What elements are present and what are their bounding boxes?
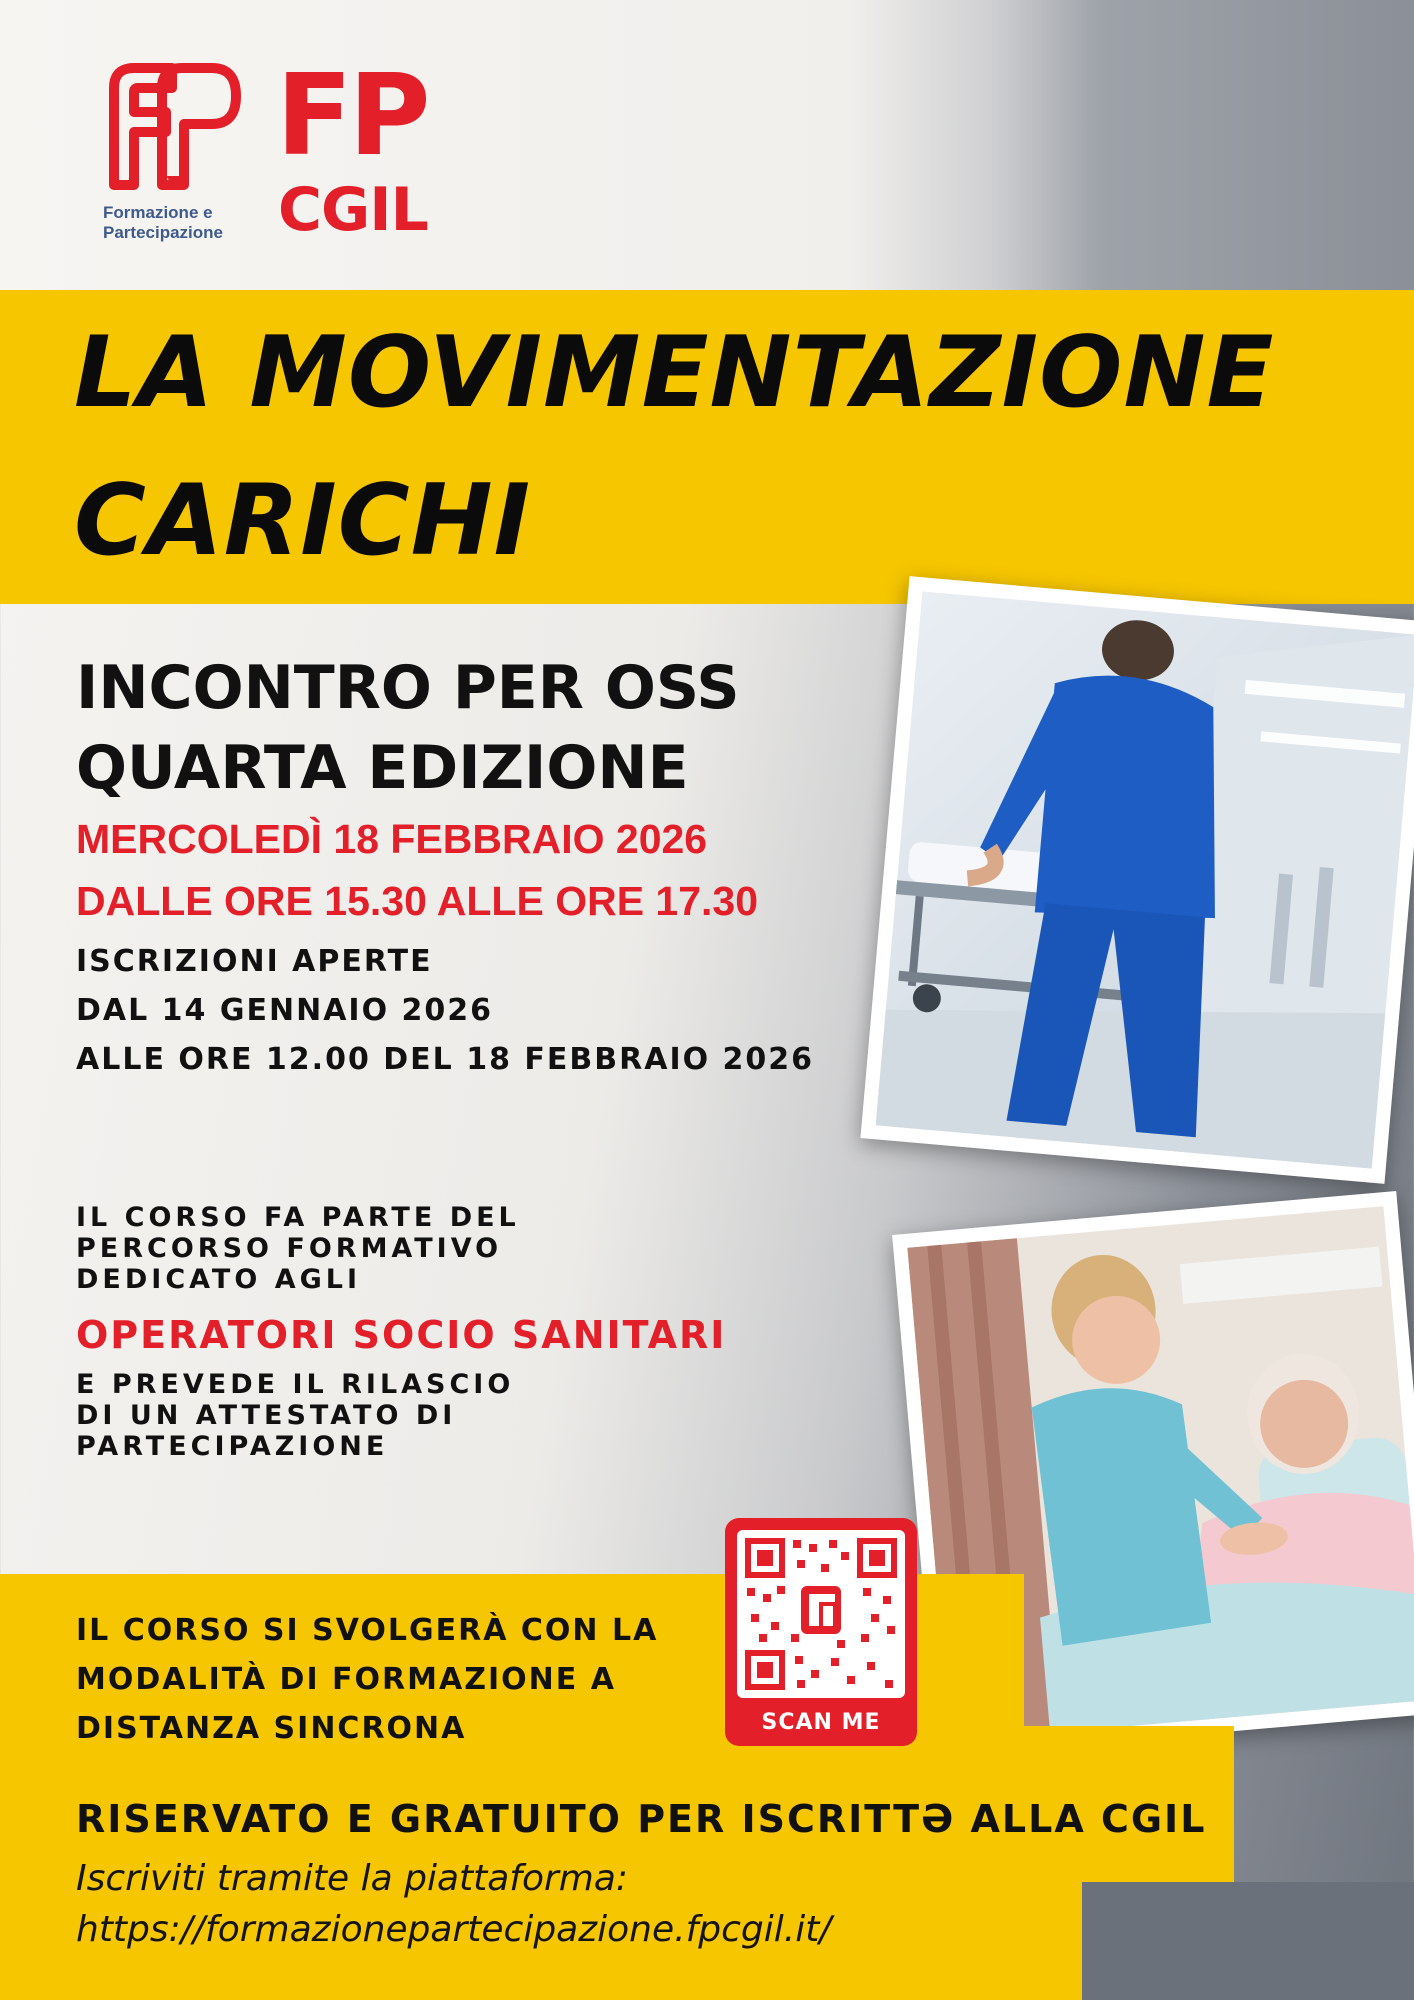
qr-code-icon: [737, 1530, 905, 1698]
logo-line-partecipazione: Partecipazione: [103, 223, 223, 242]
fp-cgil-logo-cgil: CGIL: [278, 175, 428, 245]
logo-line-formazione: Formazione e: [103, 203, 213, 222]
photo-nurse-stretcher: [860, 576, 1414, 1184]
course-line-f: PARTECIPAZIONE: [76, 1431, 389, 1462]
page-title-line2: CARICHI: [74, 464, 532, 578]
registration-line-1: ISCRIZIONI APERTE: [76, 944, 433, 979]
fp-formazione-logo-icon: [104, 60, 244, 195]
qr-code-area[interactable]: [737, 1530, 905, 1698]
event-time: DALLE ORE 15.30 ALLE ORE 17.30: [76, 878, 759, 924]
course-line-e: DI UN ATTESTATO DI: [76, 1400, 457, 1431]
bottom-dark-corner: [1082, 1882, 1414, 2000]
registration-line-2: DAL 14 GENNAIO 2026: [76, 993, 494, 1028]
course-line-b: PERCORSO FORMATIVO: [76, 1233, 503, 1264]
signup-instructions: Iscriviti tramite la piattaforma:: [76, 1858, 629, 1899]
course-mode-line-2: MODALITÀ DI FORMAZIONE A: [76, 1662, 616, 1697]
course-line-a: IL CORSO FA PARTE DEL: [76, 1202, 520, 1233]
fp-cgil-logo-fp: FP: [276, 51, 427, 181]
signup-url-link[interactable]: https://formazionepartecipazione.fpcgil.it/: [76, 1909, 832, 1950]
event-subtitle-2: QUARTA EDIZIONE: [76, 733, 689, 803]
reserved-notice: RISERVATO E GRATUITO PER ISCRITTƏ ALLA CGIL: [76, 1797, 1207, 1841]
page-title-line1: LA MOVIMENTAZIONE: [74, 316, 1275, 430]
course-line-c: DEDICATO AGLI: [76, 1264, 362, 1295]
registration-line-3: ALLE ORE 12.00 DEL 18 FEBBRAIO 2026: [76, 1042, 815, 1077]
course-mode-line-3: DISTANZA SINCRONA: [76, 1711, 467, 1746]
event-date: MERCOLEDÌ 18 FEBBRAIO 2026: [76, 816, 708, 862]
event-subtitle-1: INCONTRO PER OSS: [76, 653, 740, 723]
course-target-audience: OPERATORI SOCIO SANITARI: [76, 1313, 727, 1357]
nurse-pushing-stretcher-photo-icon: [876, 591, 1414, 1168]
fp-formazione-logo-text: [103, 203, 223, 243]
qr-scan-label: SCAN ME: [761, 1710, 881, 1735]
course-line-d: E PREVEDE IL RILASCIO: [76, 1369, 515, 1400]
course-mode-line-1: IL CORSO SI SVOLGERÀ CON LA: [76, 1613, 659, 1648]
